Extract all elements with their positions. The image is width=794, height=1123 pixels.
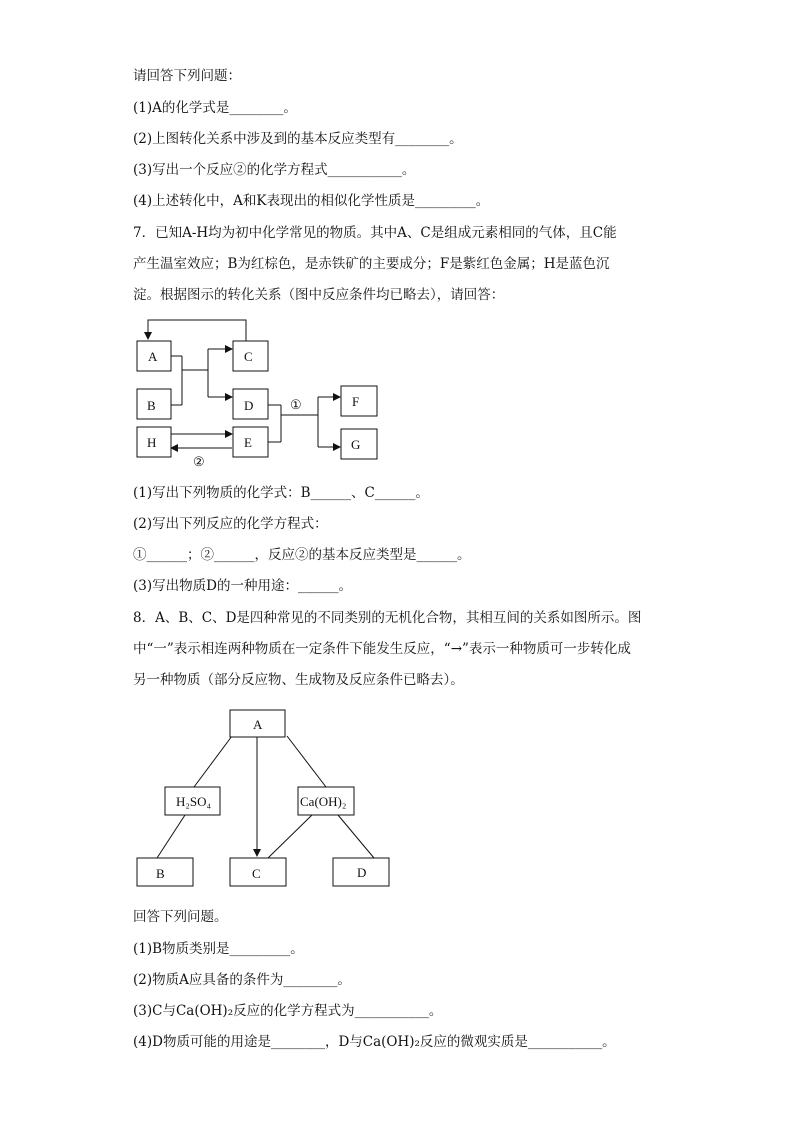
q8-node-box-b — [137, 858, 193, 886]
q8-node-caoh2: Ca(OH)₂ — [300, 794, 347, 809]
q6-sub4: (4)上述转化中，A和K表现出的相似化学性质是_________。 — [133, 193, 490, 209]
q8-node-d: D — [357, 865, 367, 880]
q7-sub2: (2)写出下列反应的化学方程式： — [133, 516, 328, 532]
q8-prompt: 回答下列问题。 — [133, 909, 228, 925]
q7-node-d: D — [244, 398, 254, 413]
q8-node-b: B — [156, 866, 165, 881]
q6-sub3: (3)写出一个反应②的化学方程式___________。 — [133, 162, 416, 178]
q6-sub2: (2)上图转化关系中涉及到的基本反应类型有________。 — [133, 131, 463, 147]
q7-node-g: G — [351, 437, 361, 452]
q8-node-h2so4: H₂SO₄ — [176, 794, 212, 809]
q7-sub1: (1)写出下列物质的化学式：B______、C______。 — [133, 485, 429, 501]
q7-node-h: H — [147, 435, 157, 450]
q8-stem-line2: 中“一”表示相连两种物质在一定条件下能发生反应，“→”表示一种物质可一步转化成 — [133, 641, 631, 657]
q7-stem-line3: 淀。根据图示的转化关系（图中反应条件均已略去），请回答： — [133, 287, 505, 303]
q7-node-b: B — [147, 398, 156, 413]
q8-edge-a-caoh2 — [287, 736, 326, 787]
q7-stem-line2: 产生温室效应；B为红棕色，是赤铁矿的主要成分；F是紫红色金属；H是蓝色沉 — [133, 256, 610, 272]
q8-node-c: C — [252, 866, 261, 881]
q8-edge-h2so4-b — [157, 815, 185, 858]
q8-edge-a-h2so4 — [194, 736, 232, 787]
q8-sub3: (3)C与Ca(OH)₂反应的化学方程式为___________。 — [133, 1003, 443, 1019]
q8-sub2: (2)物质A应具备的条件为________。 — [133, 972, 351, 988]
q6-intro: 请回答下列问题： — [133, 68, 241, 84]
q7-reaction-label-1: ① — [290, 397, 302, 412]
q8-sub1: (1)B物质类别是_________。 — [133, 941, 304, 957]
q7-node-e: E — [244, 435, 252, 450]
q8-edge-caoh2-d — [338, 815, 374, 858]
q7-stem-line1: 7．已知A-H均为初中化学常见的物质。其中A、C是组成元素相同的气体，且C能 — [133, 225, 617, 241]
q7-reaction-label-2: ② — [193, 454, 205, 469]
q6-sub1: (1)A的化学式是________。 — [133, 100, 297, 116]
q8-edge-caoh2-c — [268, 815, 312, 858]
q7-sub3: (3)写出物质D的一种用途：______。 — [133, 578, 352, 594]
q8-sub4: (4)D物质可能的用途是________，D与Ca(OH)₂反应的微观实质是___________。 — [133, 1034, 616, 1050]
q8-stem-line3: 另一种物质（部分反应物、生成物及反应条件已略去）。 — [133, 672, 464, 688]
q8-stem-line1: 8．A、B、C、D是四种常见的不同类别的无机化合物，其相互间的关系如图所示。图 — [133, 610, 642, 626]
q7-node-c: C — [244, 349, 253, 364]
q7-sub2b: ①______；②______，反应②的基本反应类型是______。 — [133, 547, 471, 563]
q7-node-f: F — [352, 394, 360, 409]
q7-node-a: A — [148, 349, 158, 364]
q8-node-a: A — [253, 717, 263, 732]
